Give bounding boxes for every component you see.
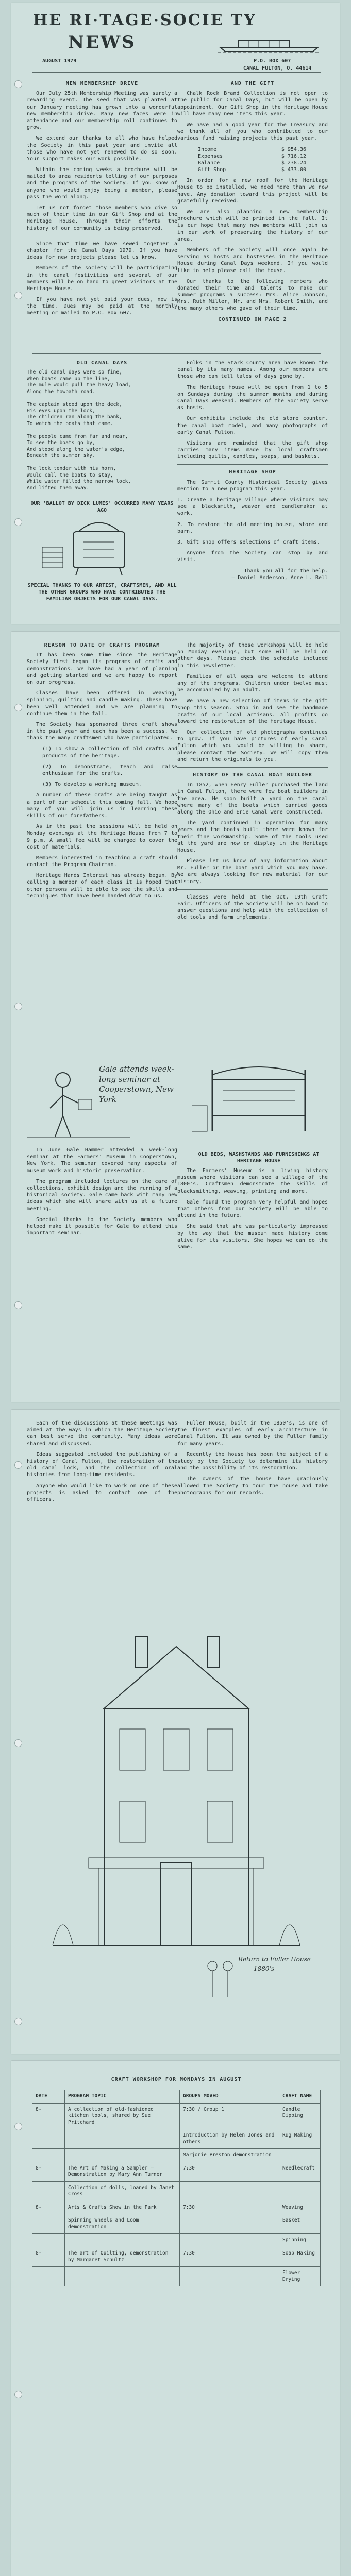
sketch-caption: OUR 'BALLOT BY DICK LUMES' OCCURRED MANY YEARS AGO [30,501,174,514]
table-row: Introduction by Helen Jones and others Rug Making [32,2129,321,2149]
paragraph: Anyone from the Society can stop by and visit. [177,550,328,563]
page-1 [11,3,340,624]
page-2 [11,632,340,1402]
punch-hole [14,1003,22,1010]
craft-schedule-table [32,2090,321,2286]
masthead-title-line1: HE RI·TAGE·SOCIE TY [33,11,257,29]
column-header: DATE [32,2090,65,2104]
list-item: (3) To develop a working museum. [42,782,142,788]
old-canal-days-poem [27,360,177,617]
table-row: 8- The Art of Making a Sampler — Demonstration by Mary Ann Turner 7:30 Needlecraft [32,2162,321,2181]
article-title: NEW MEMBERSHIP DRIVE [65,81,139,87]
paragraph: Chalk Rock Brand Collection is not open to the public for Canal Days, but will be open by appointment. Our Gift Shop in the Heritage House will have many new items this year. [177,91,328,117]
paragraph: The owners of the house have graciously allowed the Society to tour the house and take photographs for our records. [177,1476,328,1496]
finance-row: Income $ 954.36 [198,146,306,152]
crafts-program-article [27,642,177,1044]
paragraph: In June Gale Hammer attended a week-long seminar at the Farmers' Museum in Cooperstown, New York. The seminar covered many aspects of museum work and historic preservation. [27,1147,177,1174]
column-header: GROUPS MOVED [180,2090,279,2104]
table-row: 8- A collection of old-fashioned kitchen tools, shared by Sue Pritchard 7:30 / Group 1 Candle Dipping [32,2103,321,2129]
paragraph: The Heritage House will be open from 1 to 5 on Sundays during the summer months and during Canal Days weekend. Members of the Society serve as hosts. [177,384,328,411]
gale-seminar-caption: Gale attends week-long seminar at Cooperstown, New York [99,1064,174,1104]
paragraph: Since that time we have sewed together a chapter for the Canal Days 1979. If you have ideas for new projects please let us know. [27,241,177,261]
masthead-po-box: P.O. BOX 607 [254,58,291,64]
paragraph: It has been some time since the Heritage Society first began its programs of crafts and demonstrations. We have had a year of planning and getting started and we are happy to report on our progress. [27,652,177,685]
table-row: Spinning Wheels and Loom demonstration Basket [32,2214,321,2234]
list-item: (2) To demonstrate, teach and raise enthusiasm for the crafts. [42,764,177,776]
seminar-article-left [27,1147,177,1389]
paragraph: Members of the Society will once again be serving as hosts and hostesses in the Heritage House during Canal Days weekend. If you would like to help please call the House. [177,247,328,274]
fuller-house-article [177,1420,328,1605]
article-title: REASON TO DATE OF CRAFTS PROGRAM [44,642,160,648]
table-row: Collection of dolls, loaned by Janet Cross [32,2181,321,2201]
paragraph: The yard continued in operation for many years and the boats built there were known for their fine workmanship. Some of the tools used at the yard are now on display in the Heritage House. [177,820,328,853]
paragraph: Our thanks to the following members who donated their time and talents to make our summer programs a success: Mrs. Alice Johnson, Mrs. Ruth Miller, Mr. and Mrs. Robert Smith, and the many others who gave of their time. [177,278,328,312]
paragraph: Families of all ages are welcome to attend any of the programs. Children under twelve must be accompanied by an adult. [177,673,328,693]
paragraph: We are also planning a new membership brochure which will be printed in the fall. It is our hope that many new members will join us in our work of preserving the history of our area. [177,209,328,242]
list-item: 3. Gift shop offers selections of craft items. [177,539,320,545]
punch-hole [14,2123,22,2130]
punch-hole [14,1461,22,1469]
continued-note: CONTINUED ON PAGE 2 [218,316,287,323]
page-3 [11,1410,340,2054]
paragraph: We have a new selection of items in the gift shop this season. Stop in and see the handmade crafts of our local artisans. All profits go toward the restoration of the Heritage House. [177,698,328,724]
paragraph: Members of the society will be participating in the canal festivities and several of our members will be on hand to greet visitors at the Heritage House. [27,265,177,292]
table-row: 8- The art of Quilting, demonstration by Margaret Schultz 7:30 Soap Making [32,2247,321,2266]
paragraph: Please let us know of any information about Mr. Fuller or the boat yard which you may have. We are always looking for new material for our history. [177,858,328,885]
article-title: AND THE GIFT [230,81,275,87]
paragraph: Fuller House, built in the 1850's, is one of the finest examples of early architecture in Canal Fulton. It was owned by the Fuller family for many years. [177,1420,328,1447]
paragraph: Within the coming weeks a brochure will be mailed to area residents telling of our purposes and the programs of the Society. If you know of anyone who would enjoy being a member, please pass the word along. [27,167,177,200]
masthead-title-line2: NEWS [68,32,136,53]
antique-bed-sketch [192,1059,326,1147]
section-title: HERITAGE SHOP [229,469,276,476]
column-header: PROGRAM TOPIC [65,2090,180,2104]
paragraph: We have had a good year for the Treasury and we thank all of you who contributed to our various fund raising projects this past year. [177,122,328,142]
paragraph: Let us not forget those members who give so much of their time in our Gift Shop and at the Heritage House. Through their efforts the history of our community is being preserved. [27,205,177,231]
table-row: Flower Drying [32,2267,321,2286]
paragraph: The Society has sponsored three craft shows in the past year and each has been a success. We thank the many craftsmen who have participated. [27,721,177,741]
signature: Thank you all for the help. — Daniel Anderson, Anne L. Bell [231,568,328,581]
paragraph: As in the past the sessions will be held on Monday evenings at the Heritage House from 7 to 9 p.m. A small fee will be charged to cover the cost of materials. [27,824,177,850]
table-row: Marjorie Preston demonstration [32,2149,321,2162]
paragraph: The Summit County Historical Society gives mention to a new program this year. [177,479,328,492]
paragraph: Gale found the program very helpful and hopes that others from our Society will be able to attend in the future. [177,1199,328,1219]
punch-hole [14,1739,22,1747]
paragraph: Recently the house has been the subject of a study by the Society to determine its history and the possibility of its restoration. [177,1451,328,1471]
meeting-discussion-article [27,1420,177,1605]
special-thanks-caption: SPECIAL THANKS TO OUR ARTIST, CRAFTSMEN, AND ALL THE OTHER GROUPS WHO HAVE CONTRIBUTED THE FAMILIAR OBJECTS FOR OUR CANAL DAYS. [27,582,177,602]
punch-hole [14,518,22,526]
paragraph: Classes were held at the Oct. 19th Craft Fair. Officers of the Society will be on hand to answer questions and help with the collection of old tools and farm implements. [177,894,328,921]
new-membership-article [27,80,177,348]
paragraph: Our collection of old photographs continues to grow. If you have pictures of early Canal Fulton which you would be willing to share, please contact the Society. We will copy them and return the originals to you. [177,730,328,762]
old-stove-sketch [27,516,177,578]
poem-title: OLD CANAL DAYS [76,360,128,366]
paragraph: Members interested in teaching a craft should contact the Program Chairman. [27,855,177,868]
paragraph: Our exhibits include the old store counter, the canal boat model, and many photographs of early Canal Fulton. [177,416,328,435]
paragraph: Special thanks to the Society members who helped make it possible for Gale to attend this important seminar. [27,1216,177,1236]
list-item: 1. Create a heritage village where visitors may see a blacksmith, weaver and candlemaker at work. [177,497,328,517]
paragraph: In order for a new roof for the Heritage House to be installed, we need more than we now have. Any donation toward this project will be gratefully received. [177,178,328,204]
paragraph: Classes have been offered in weaving, spinning, quilting and candle making. These have been well attended and we are planning to continue them in the fall. [27,690,177,717]
paragraph: Folks in the Stark County area have known the canal by its many names. Among our members are those who can tell tales of days gone by. [177,360,328,380]
poem-body: The old canal days were so fine, When boats came up the line, The mule would pull the heavy load, Along the towpath road. The captain stood upon the deck, His eyes upon the lock, The children ran along the bank, To watch the boats that came. The people came from far and near, To see the boats go by, And stood along the water's edge, Beneath the summer sky. The lock tender with his horn, Would call the boats to stay, While water filled the narrow lock, And lifted them away. [27,369,131,491]
masthead-date: AUGUST 1979 [42,58,77,64]
section-title: HISTORY OF THE CANAL BOAT BUILDER [193,772,312,778]
punch-hole [14,80,22,88]
house-caption-sub: 1880's [254,1965,274,1972]
paragraph: The majority of these workshops will be held on Monday evenings, but some will be held on other days. Please check the schedule included in this newsletter. [177,642,328,669]
finance-row: Balance $ 238.24 [198,160,306,166]
paragraph: We extend our thanks to all who have helped the Society in this past year and invite all those who have not yet renewed to do so soon. Your support makes our work possible. [27,135,177,162]
paragraph: Our July 25th Membership Meeting was surely a rewarding event. The seed that was planted at our January meeting has grown into a wonderful new membership drive. Many new faces were in attendance and our membership roll continues to grow. [27,91,177,131]
paragraph: The program included lectures on the care of collections, exhibit design and the running of a historical society. Gale came back with many new ideas which she will share with us at a future meeting. [27,1178,177,1212]
punch-hole [14,704,22,711]
paragraph: A number of these crafts are being taught as a part of our schedule this coming fall. We hope many of you will join us in learning these skills of our forefathers. [27,792,177,819]
seminar-article-right [177,1167,328,1389]
table-row: 8- Arts & Crafts Show in the Park 7:30 Weaving [32,2201,321,2214]
punch-hole [14,2018,22,2025]
house-caption: Return to Fuller House [238,1956,311,1963]
paragraph: In 1852, when Henry Fuller purchased the land in Canal Fulton, there were few boat builders in the area. He soon built a yard on the canal where many of the boats which carried goods along the Ohio and Erie Canal were constructed. [177,782,328,815]
finance-table [198,146,306,174]
paragraph: Anyone who would like to work on one of these projects is asked to contact one of the officers. [27,1483,177,1502]
paragraph: Heritage Hands Interest has already begun. By calling a member of each class it is hoped that other persons will be able to see the skills and techniques that have been handed down to us. [27,873,177,899]
finance-row: Expenses $ 716.12 [198,153,306,159]
table-row: Spinning [32,2234,321,2247]
paragraph: She said that she was particularly impressed by the way that the museum made history come alive for its visitors. She hopes we can do the same. [177,1224,328,1250]
paragraph: The Farmers' Museum is a living history museum where visitors can see a village of the 1800's. Craftsmen demonstrate the skills of blacksmithing, weaving, printing and more. [177,1168,328,1194]
paragraph: Ideas suggested included the publishing of a history of Canal Fulton, the restoration of the old canal lock, and the collection of oral histories from long-time residents. [27,1451,177,1478]
gift-shop-article [177,80,328,348]
canal-boat-builder-article [177,642,328,1044]
masthead-city: CANAL FULTON, O. 44614 [243,65,312,71]
bed-caption: OLD BEDS, WASHSTANDS AND FURNISHINGS AT HERITAGE HOUSE [198,1151,320,1164]
schedule-title: CRAFT WORKSHOP FOR MONDAYS IN AUGUST [111,2077,242,2082]
heritage-shop-article [177,360,328,617]
list-item: 2. To restore the old meeting house, store and barn. [177,521,328,534]
list-item: (1) To show a collection of old crafts and products of the heritage. [42,746,177,759]
punch-hole [14,2391,22,2398]
column-header: CRAFT NAME [279,2090,321,2104]
paragraph: If you have not yet paid your dues, now is the time. Dues may be paid at the monthly meeting or mailed to P.O. Box 607. [27,297,177,316]
page-4 [11,2061,340,2576]
paragraph: Visitors are reminded that the gift shop carries many items made by local craftsmen including quilts, candles, soaps, and baskets. [177,440,328,460]
finance-row: Gift Shop $ 433.00 [198,167,306,173]
canal-boat-icon [218,33,321,54]
paragraph: Each of the discussions at these meetings was aimed at the ways in which the Heritage Society can best serve the community. Many ideas were shared and discussed. [27,1420,177,1447]
table-header-row [32,2090,321,2104]
punch-hole [14,292,22,299]
punch-hole [14,1301,22,1309]
